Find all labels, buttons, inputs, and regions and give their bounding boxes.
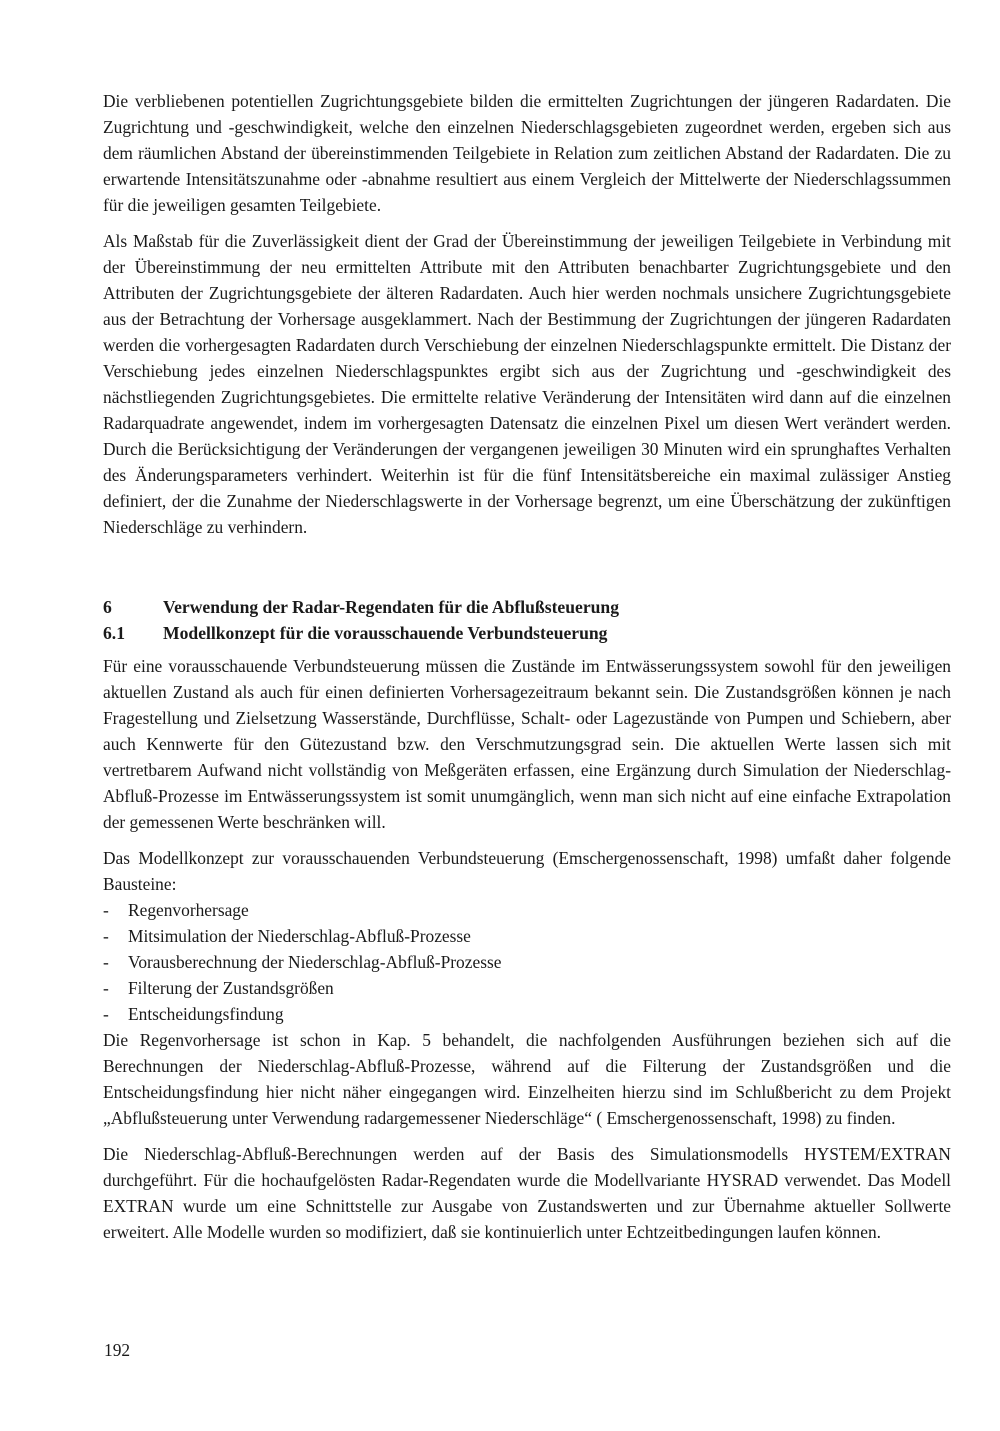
bullet-dash: - [103, 926, 109, 946]
intro-paragraph-2: Als Maßstab für die Zuverlässigkeit dient der Grad der Übereinstimmung der jeweiligen Teilgebiete in Verbindung mit der Übereinstimmung der neu ermittelten Attribute mit den Attributen benachbarter Zugrichtungsgebiete und den Attributen der Zugrichtungsgebiete der älteren Radardaten. Auch hier werden nochmals unsichere Zugrichtungsgebiete aus der Betrachtung der Vorhersage ausgeklammert. Nach der Bestimmung der Zugrichtungen der jüngeren Radardaten werden die vorhergesagten Radardaten durch Verschiebung der einzelnen Niederschlagspunkte ermittelt. Die Distanz der Verschiebung jedes einzelnen Niederschlagspunktes ergibt sich aus der Zugrichtung und -geschwindigkeit des nächstliegenden Zugrichtungsgebietes. Die ermittelte relative Veränderung der Intensitäten wird dann auf die einzelnen Radarquadrate angewendet, indem im vorhergesagten Datensatz die einzelnen Pixel um diesen Wert verändert werden. Durch die Berücksichtigung der Veränderungen der vergangenen jeweiligen 30 Minuten wird ein sprunghaftes Verhalten des Änderungsparameters verhindert. Weiterhin ist für die fünf Intensitätsbereiche ein maximal zulässiger Anstieg definiert, der die Zunahme der Niederschlagswerte in der Vorhersage begrenzt, um eine Überschätzung der zukünftigen Niederschläge zu verhindern. [103, 231, 951, 537]
bullet-dash: - [103, 1004, 109, 1024]
document-page [103, 88, 951, 1245]
page-number: 192 [104, 1340, 131, 1360]
body-paragraph-4: Die Niederschlag-Abfluß-Berechnungen werden auf der Basis des Simulationsmodells HYSTEM/EXTRAN durchgeführt. Für die hochaufgelösten Radar-Regendaten wurde die Modellvariante HYSRAD verwendet. Das Modell EXTRAN wurde um eine Schnittstelle zur Ausgabe von Zustandswerten und zur Übernahme aktueller Sollwerte erweitert. Alle Modelle wurden so modifiziert, daß sie kontinuierlich unter Echtzeitbedingungen laufen können. [103, 1144, 951, 1242]
section-title: Verwendung der Radar-Regendaten für die Abflußsteuerung [163, 597, 620, 617]
list-item [103, 949, 951, 975]
list-item [103, 923, 951, 949]
list-item [103, 897, 951, 923]
section-number: 6 [103, 597, 112, 617]
list-item-text: Vorausberechnung der Niederschlag-Abfluß-Prozesse [128, 952, 502, 972]
list-item-text: Entscheidungsfindung [128, 1004, 284, 1024]
list-item-text: Mitsimulation der Niederschlag-Abfluß-Prozesse [128, 926, 471, 946]
body-paragraph-3: Die Regenvorhersage ist schon in Kap. 5 behandelt, die nachfolgenden Ausführungen beziehen sich auf die Berechnungen der Niederschlag-Abfluß-Prozesse, während auf die Filterung der Zustandsgrößen und die Entscheidungsfindung hier nicht näher eingegangen wird. Einzelheiten hierzu sind im Schlußbericht zu dem Projekt „Abflußsteuerung unter Verwendung radargemessener Niederschläge“ ( Emschergenossenschaft, 1998) zu finden. [103, 1030, 951, 1128]
subsection-heading [103, 620, 951, 646]
intro-paragraph-1: Die verbliebenen potentiellen Zugrichtungsgebiete bilden die ermittelten Zugrichtungen der jüngeren Radardaten. Die Zugrichtung und -geschwindigkeit, welche den einzelnen Niederschlagsgebieten zugeordnet werden, ergeben sich aus dem räumlichen Abstand der übereinstimmenden Teilgebiete in Relation zum zeitlichen Abstand der Radardaten. Die zu erwartende Intensitätszunahme oder -abnahme resultiert aus einem Vergleich der Mittelwerte der Niederschlagssummen für die jeweiligen gesamten Teilgebiete. [103, 91, 951, 215]
bausteine-list [103, 897, 951, 1027]
bullet-dash: - [103, 900, 109, 920]
subsection-title: Modellkonzept für die vorausschauende Verbundsteuerung [163, 623, 608, 643]
body-paragraph-1: Für eine vorausschauende Verbundsteuerung müssen die Zustände im Entwässerungssystem sowohl für den jeweiligen aktuellen Zustand als auch für einen definierten Vorhersagezeitraum bekannt sein. Die Zustandsgrößen können je nach Fragestellung und Zielsetzung Wasserstände, Durchflüsse, Schalt- oder Lagezustände von Pumpen und Schiebern, aber auch Kennwerte für den Gütezustand bzw. den Verschmutzungsgrad sein. Die aktuellen Werte lassen sich mit vertretbarem Aufwand nicht vollständig von Meßgeräten erfassen, eine Ergänzung durch Simulation der Niederschlag-Abfluß-Prozesse im Entwässerungssystem ist somit unumgänglich, wenn man sich nicht auf eine einfache Extrapolation der gemessenen Werte beschränken will. [103, 656, 951, 832]
list-item [103, 975, 951, 1001]
list-item-text: Regenvorhersage [128, 900, 249, 920]
section-heading [103, 594, 951, 620]
list-item [103, 1001, 951, 1027]
bullet-dash: - [103, 978, 109, 998]
list-item-text: Filterung der Zustandsgrößen [128, 978, 334, 998]
subsection-number: 6.1 [103, 623, 125, 643]
bullet-dash: - [103, 952, 109, 972]
body-paragraph-2: Das Modellkonzept zur vorausschauenden Verbundsteuerung (Emschergenossenschaft, 1998) umfaßt daher folgende Bausteine: [103, 848, 951, 894]
